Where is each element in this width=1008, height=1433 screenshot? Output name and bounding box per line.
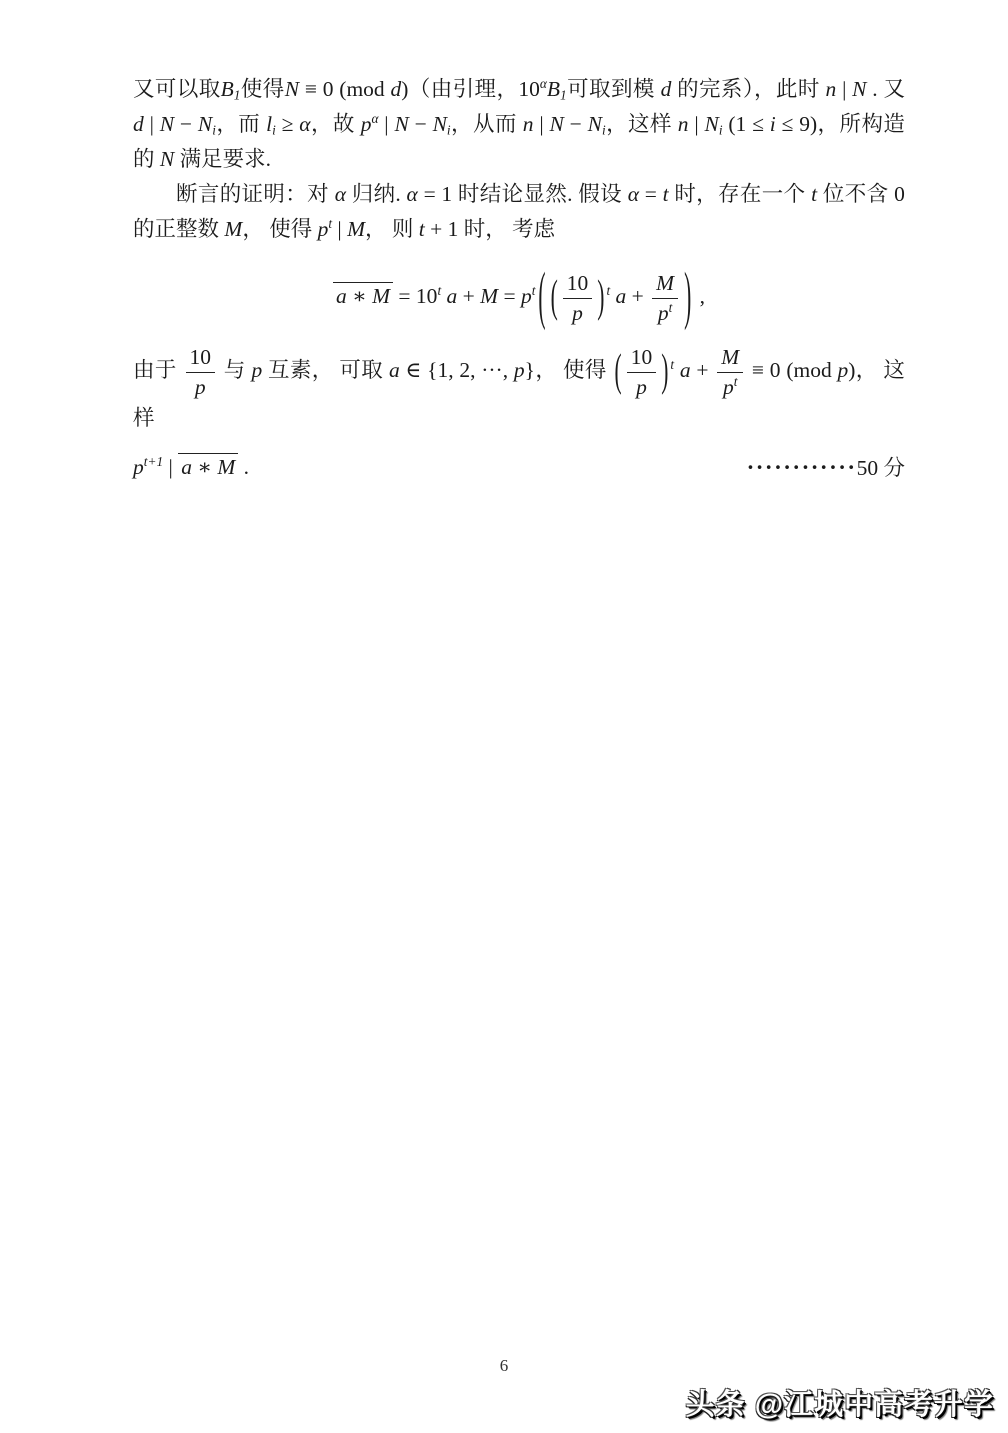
text-run: 10: [518, 77, 540, 101]
text-run: |: [378, 112, 395, 136]
watermark-toutiao-account: 头条 @江城中高考升学: [685, 1389, 994, 1421]
denominator: [652, 299, 678, 326]
text-run: 又: [883, 77, 905, 101]
text-run: ,: [694, 283, 705, 308]
text-run: p: [572, 300, 583, 325]
text-run: N: [159, 147, 175, 171]
text-run: −: [408, 112, 433, 136]
text-run: i: [446, 122, 451, 138]
text-run: d: [390, 77, 402, 101]
text-run: N: [704, 112, 719, 136]
text-run: a: [674, 358, 691, 383]
denominator: [717, 373, 743, 400]
text-run: N: [159, 112, 175, 136]
fraction: [563, 271, 593, 325]
text-run: =: [498, 283, 521, 308]
text-run: .: [238, 455, 249, 480]
text-run: ∗: [191, 455, 218, 480]
text-run: i: [769, 112, 776, 136]
conclusion-divisibility: [133, 453, 249, 480]
text-run: M: [217, 455, 236, 480]
overline-expression: [178, 453, 238, 480]
text-run: =: [639, 182, 663, 206]
text-run: i: [718, 122, 723, 138]
text-run: (1 ≤: [722, 112, 770, 136]
text-run: B: [220, 77, 234, 101]
text-run: 可取到模: [566, 77, 661, 101]
text-run: t: [811, 182, 818, 206]
text-run: N: [394, 112, 409, 136]
text-run: |: [836, 77, 853, 101]
text-run: N: [197, 112, 213, 136]
text-run: a: [181, 455, 192, 480]
text-run: t: [733, 373, 738, 389]
text-run: α: [334, 182, 346, 206]
numerator: [652, 271, 678, 299]
text-run: ): [401, 77, 409, 101]
text-run: ≤ 9): [775, 112, 818, 136]
text-run: 的完系），此时: [671, 77, 826, 101]
text-run: }: [524, 358, 535, 383]
text-run: t+1: [143, 454, 164, 470]
text-run: 10: [189, 345, 212, 369]
text-run: n: [522, 112, 534, 136]
text-run: a: [610, 283, 627, 308]
text-run: + 1: [424, 217, 464, 241]
text-run: ，从而: [450, 112, 523, 136]
text-run: p: [657, 300, 669, 325]
text-run: n: [825, 77, 837, 101]
text-run: ，所构造的: [133, 112, 905, 171]
text-run: ， 这样: [133, 358, 905, 431]
text-run: t: [328, 216, 333, 232]
text-run: |: [533, 112, 550, 136]
paragraph-construction-conclusion: [133, 72, 905, 177]
fraction: [627, 345, 657, 399]
text-run: t: [670, 357, 675, 373]
big-parenthesis: (: [614, 345, 622, 396]
text-run: 1: [233, 87, 241, 103]
text-run: t: [668, 299, 673, 315]
text-run: N: [587, 112, 602, 136]
text-run: |: [163, 455, 179, 480]
text-run: p: [251, 358, 263, 383]
text-run: N: [432, 112, 447, 136]
text-run: α: [299, 112, 311, 136]
text-run: M: [656, 270, 675, 295]
text-run: p: [317, 217, 329, 241]
text-run: t: [662, 182, 669, 206]
formula-expression: [333, 259, 705, 332]
text-run: 使得: [240, 77, 285, 101]
text-run: M: [721, 345, 740, 369]
text-run: N: [852, 77, 867, 101]
text-run: M: [347, 217, 366, 241]
text-run: α: [371, 111, 379, 127]
score-points-label: 50 分: [856, 456, 905, 481]
text-run: p: [636, 374, 647, 399]
text-run: ≡ 0 (mod: [299, 77, 391, 101]
text-run: 时， 考虑: [463, 217, 556, 241]
text-run: α: [539, 76, 547, 92]
text-run: t: [531, 282, 536, 298]
text-run: B: [546, 77, 561, 101]
text-run: t: [606, 282, 611, 298]
text-run: p: [194, 374, 206, 399]
text-run: p: [722, 374, 734, 399]
paragraph-claim-proof-induction: [133, 177, 905, 247]
text-run: α: [406, 182, 418, 206]
text-run: +: [690, 358, 715, 383]
text-run: ≡ 0 (mod: [746, 358, 838, 383]
denominator: [186, 373, 216, 400]
fraction: [652, 271, 678, 325]
text-run: p: [513, 358, 525, 383]
big-parenthesis: ): [684, 259, 692, 332]
text-run: 位不含 0 的正整数: [133, 182, 905, 241]
overline-expression: [333, 282, 393, 309]
text-run: α: [627, 182, 640, 206]
text-run: −: [563, 112, 588, 136]
big-parenthesis: ): [597, 271, 605, 322]
text-run: n: [677, 112, 689, 136]
text-run: ，故: [310, 112, 361, 136]
text-run: ): [848, 358, 856, 383]
text-run: d: [660, 77, 672, 101]
text-run: +: [457, 283, 481, 308]
denominator: [563, 299, 593, 326]
text-run: d: [133, 112, 144, 136]
fraction: [717, 345, 743, 399]
score-annotation: [747, 451, 905, 482]
text-run: ，这样: [605, 112, 678, 136]
big-parenthesis: (: [538, 259, 546, 332]
text-run: i: [272, 122, 276, 138]
text-run: = 10: [393, 283, 438, 308]
denominator: [627, 373, 657, 400]
text-run: 1: [560, 87, 567, 103]
text-run: M: [480, 283, 499, 308]
text-run: |: [332, 217, 348, 241]
text-run: ∈ {1, 2, ···,: [399, 358, 514, 383]
text-run: N: [284, 77, 300, 101]
text-run: +: [626, 283, 650, 308]
numerator: [563, 271, 593, 299]
text-run: t: [437, 282, 442, 298]
text-run: l: [266, 112, 273, 136]
text-run: t: [418, 217, 425, 241]
numerator: [717, 345, 743, 373]
text-run: p: [360, 112, 372, 136]
text-run: 10: [630, 345, 653, 369]
fraction: [186, 345, 216, 399]
text-run: 互素， 可取: [262, 358, 389, 383]
numerator: [627, 345, 657, 373]
paragraph-coprime-choice: [133, 345, 905, 437]
text-run: |: [688, 112, 705, 136]
text-run: （由引理，: [408, 77, 519, 101]
text-run: p: [133, 455, 144, 480]
text-run: M: [372, 283, 391, 308]
text-run: .: [866, 77, 884, 101]
text-content: [133, 72, 905, 482]
text-run: ≥: [275, 112, 300, 136]
text-run: ，而: [215, 112, 267, 136]
text-run: 又可以取: [133, 77, 221, 101]
text-run: M: [224, 217, 243, 241]
text-run: |: [143, 112, 160, 136]
text-run: ， 使得: [242, 217, 318, 241]
text-run: i: [601, 122, 606, 138]
text-run: p: [837, 358, 849, 383]
text-run: ， 使得: [534, 358, 613, 383]
text-run: a: [336, 283, 347, 308]
page-number: 6: [499, 1356, 509, 1375]
text-run: p: [520, 283, 532, 308]
numerator: [186, 345, 216, 373]
text-run: 断言的证明：对: [176, 182, 335, 206]
big-parenthesis: ): [661, 345, 669, 396]
text-run: i: [212, 122, 216, 138]
text-run: a: [441, 283, 458, 308]
score-dots-leader: ············: [746, 455, 857, 481]
text-run: ， 则: [365, 217, 419, 241]
text-run: a: [388, 358, 400, 383]
text-run: 10: [566, 270, 589, 295]
text-run: −: [174, 112, 198, 136]
text-run: = 1: [417, 182, 458, 206]
text-run: 归纳.: [346, 182, 407, 206]
big-parenthesis: (: [550, 271, 558, 322]
text-run: N: [549, 112, 564, 136]
text-run: 满足要求.: [174, 147, 271, 171]
display-formula-a-star-M: [133, 259, 905, 333]
conclusion-line: [133, 451, 905, 482]
text-run: ∗: [346, 283, 373, 308]
text-run: 时，存在一个: [668, 182, 812, 206]
text-run: 由于: [133, 358, 183, 383]
text-run: 与: [218, 358, 252, 383]
text-run: 时结论显然. 假设: [457, 182, 628, 206]
